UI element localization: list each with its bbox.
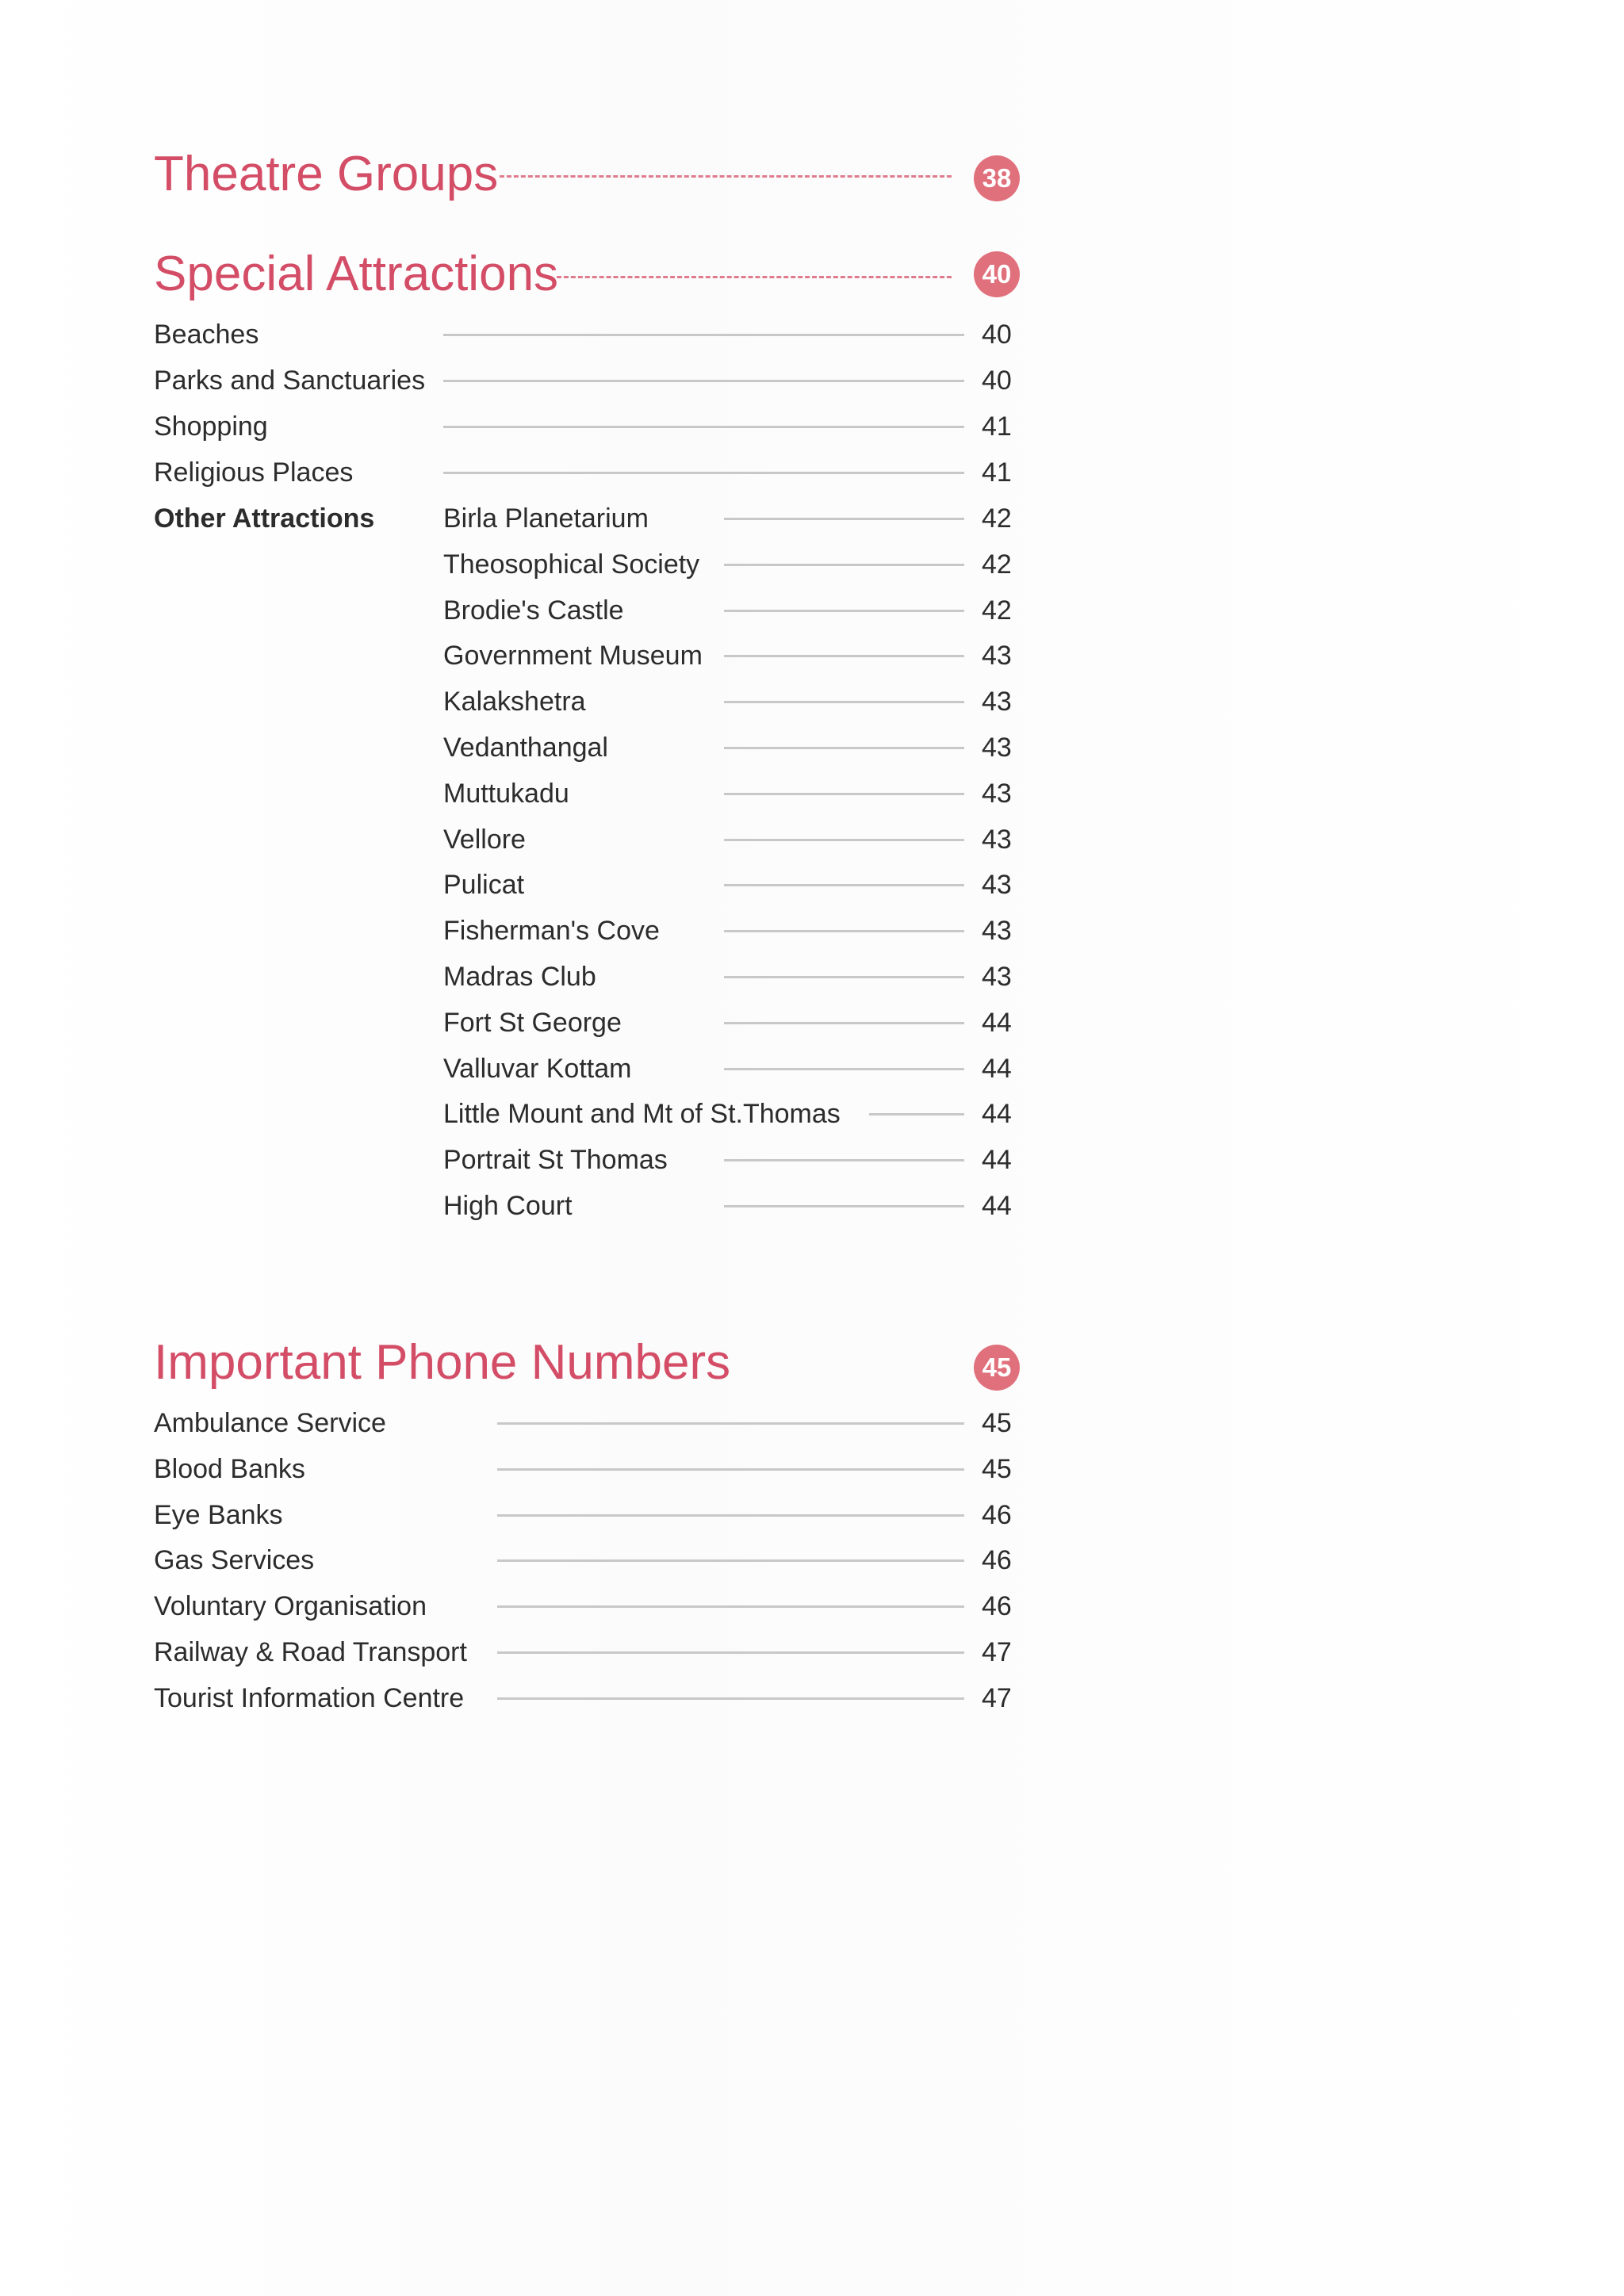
toc-entry-label: Pulicat: [443, 870, 525, 901]
toc-entry[interactable]: [154, 1629, 1029, 1675]
toc-entry-page: 44: [982, 1191, 1012, 1221]
toc-entry[interactable]: [154, 1537, 1029, 1583]
toc-entry-page: 43: [982, 641, 1012, 672]
dotted-leader: [557, 276, 952, 278]
toc-entry[interactable]: [154, 450, 1029, 496]
toc-entry-label: Madras Club: [443, 962, 596, 992]
toc-entry-label: Shopping: [154, 411, 268, 442]
toc-entry[interactable]: [443, 771, 1029, 817]
leader-rule: [497, 1697, 964, 1700]
toc-entry[interactable]: [443, 587, 1029, 633]
toc-entry[interactable]: [443, 633, 1029, 679]
leader-rule: [497, 1651, 964, 1654]
leader-rule: [724, 518, 964, 520]
page-badge: 38: [974, 155, 1020, 201]
toc-entry-page: 43: [982, 778, 1012, 809]
toc-entry[interactable]: [443, 1046, 1029, 1092]
toc-section-theatre[interactable]: [154, 143, 1026, 206]
toc-entry[interactable]: [443, 725, 1029, 771]
leader-rule: [724, 655, 964, 657]
leader-rule: [443, 472, 964, 474]
toc-entry-label: High Court: [443, 1191, 573, 1221]
toc-entry[interactable]: [154, 404, 1029, 450]
toc-entry-label: Voluntary Organisation: [154, 1591, 427, 1622]
toc-entry[interactable]: [443, 679, 1029, 725]
page-badge: 40: [974, 251, 1020, 297]
toc-entry-label: Ambulance Service: [154, 1408, 386, 1438]
toc-entry[interactable]: [154, 1400, 1029, 1446]
toc-entry[interactable]: [154, 1446, 1029, 1492]
group-label-other-attractions: Other Attractions: [154, 503, 375, 534]
toc-entry-page: 43: [982, 962, 1012, 992]
toc-entry-page: 44: [982, 1007, 1012, 1038]
toc-entry-page: 41: [982, 411, 1012, 442]
leader-rule: [497, 1559, 964, 1562]
leader-rule: [869, 1113, 964, 1115]
toc-entry[interactable]: [443, 496, 1029, 541]
leader-rule: [724, 747, 964, 749]
toc-entry-label: Tourist Information Centre: [154, 1682, 465, 1713]
toc-entry-label: Government Museum: [443, 641, 703, 672]
toc-entry[interactable]: [443, 1183, 1029, 1229]
toc-entry[interactable]: [443, 862, 1029, 908]
toc-entry[interactable]: [154, 312, 1029, 358]
page-badge: 45: [974, 1345, 1020, 1391]
toc-entry-page: 43: [982, 870, 1012, 901]
toc-entry[interactable]: [154, 1492, 1029, 1538]
toc-entry[interactable]: [443, 541, 1029, 587]
toc-entry-label: Brodie's Castle: [443, 595, 624, 626]
section-title: Theatre Groups: [154, 147, 499, 201]
leader-rule: [497, 1468, 964, 1471]
toc-entry-label: Vellore: [443, 824, 526, 855]
toc-entry-page: 45: [982, 1408, 1012, 1438]
section-title: Special Attractions: [154, 247, 559, 301]
toc-entry-label: Little Mount and Mt of St.Thomas: [443, 1099, 841, 1130]
toc-entry-label: Gas Services: [154, 1545, 315, 1576]
leader-rule: [497, 1605, 964, 1608]
toc-section-special[interactable]: [154, 243, 1026, 306]
leader-rule: [497, 1514, 964, 1517]
toc-entry-page: 43: [982, 687, 1012, 718]
section-title: Important Phone Numbers: [154, 1335, 731, 1390]
toc-entry-page: 46: [982, 1545, 1012, 1576]
leader-rule: [724, 1068, 964, 1070]
leader-rule: [497, 1422, 964, 1425]
leader-rule: [724, 930, 964, 932]
leader-rule: [443, 334, 964, 336]
toc-entry-label: Religious Places: [154, 457, 354, 488]
toc-entry[interactable]: [154, 1675, 1029, 1721]
leader-rule: [724, 1022, 964, 1024]
toc-entry-label: Blood Banks: [154, 1453, 305, 1484]
leader-rule: [724, 610, 964, 612]
leader-rule: [724, 1205, 964, 1207]
toc-entry[interactable]: [443, 908, 1029, 954]
toc-section-phones[interactable]: [154, 1331, 1026, 1395]
leader-rule: [724, 884, 964, 886]
toc-entry-label: Theosophical Society: [443, 549, 700, 580]
toc-entry-page: 42: [982, 549, 1012, 580]
toc-entry[interactable]: [443, 1137, 1029, 1183]
leader-rule: [724, 839, 964, 841]
toc-entry-page: 43: [982, 733, 1012, 763]
toc-entry-page: 40: [982, 320, 1012, 350]
toc-entry-label: Birla Planetarium: [443, 503, 649, 534]
toc-entry-label: Parks and Sanctuaries: [154, 365, 426, 396]
toc-entry-page: 42: [982, 503, 1012, 534]
leader-rule: [724, 701, 964, 703]
leader-rule: [724, 976, 964, 978]
toc-entry-page: 40: [982, 365, 1012, 396]
toc-entry-label: Valluvar Kottam: [443, 1053, 632, 1084]
toc-entry-page: 45: [982, 1453, 1012, 1484]
toc-entry-page: 46: [982, 1591, 1012, 1622]
toc-entry-label: Eye Banks: [154, 1499, 283, 1530]
toc-entry-page: 47: [982, 1682, 1012, 1713]
toc-entry[interactable]: [443, 1000, 1029, 1046]
leader-rule: [443, 380, 964, 382]
toc-entry-page: 44: [982, 1053, 1012, 1084]
toc-entry-label: Fisherman's Cove: [443, 916, 660, 947]
dotted-leader: [500, 175, 952, 178]
toc-entry-page: 41: [982, 457, 1012, 488]
leader-rule: [724, 564, 964, 566]
toc-entry-page: 43: [982, 824, 1012, 855]
toc-entry-page: 43: [982, 916, 1012, 947]
toc-entry[interactable]: [154, 358, 1029, 404]
toc-entry-page: 44: [982, 1099, 1012, 1130]
toc-entry-label: Kalakshetra: [443, 687, 586, 718]
toc-entry[interactable]: [443, 817, 1029, 863]
toc-entry-label: Fort St George: [443, 1007, 622, 1038]
leader-rule: [724, 1159, 964, 1161]
leader-rule: [443, 426, 964, 428]
toc-entry-label: Vedanthangal: [443, 733, 608, 763]
toc-entry-label: Portrait St Thomas: [443, 1145, 668, 1176]
toc-entry-page: 46: [982, 1499, 1012, 1530]
toc-entry-label: Beaches: [154, 320, 259, 350]
toc-entry-page: 44: [982, 1145, 1012, 1176]
toc-entry-page: 47: [982, 1637, 1012, 1667]
toc-entry-page: 42: [982, 595, 1012, 626]
toc-entry-label: Railway & Road Transport: [154, 1637, 467, 1667]
toc-entry-label: Muttukadu: [443, 778, 569, 809]
leader-rule: [724, 793, 964, 795]
toc-entry[interactable]: [443, 1091, 1029, 1137]
toc-entry[interactable]: [443, 954, 1029, 1000]
toc-entry[interactable]: [154, 1583, 1029, 1629]
